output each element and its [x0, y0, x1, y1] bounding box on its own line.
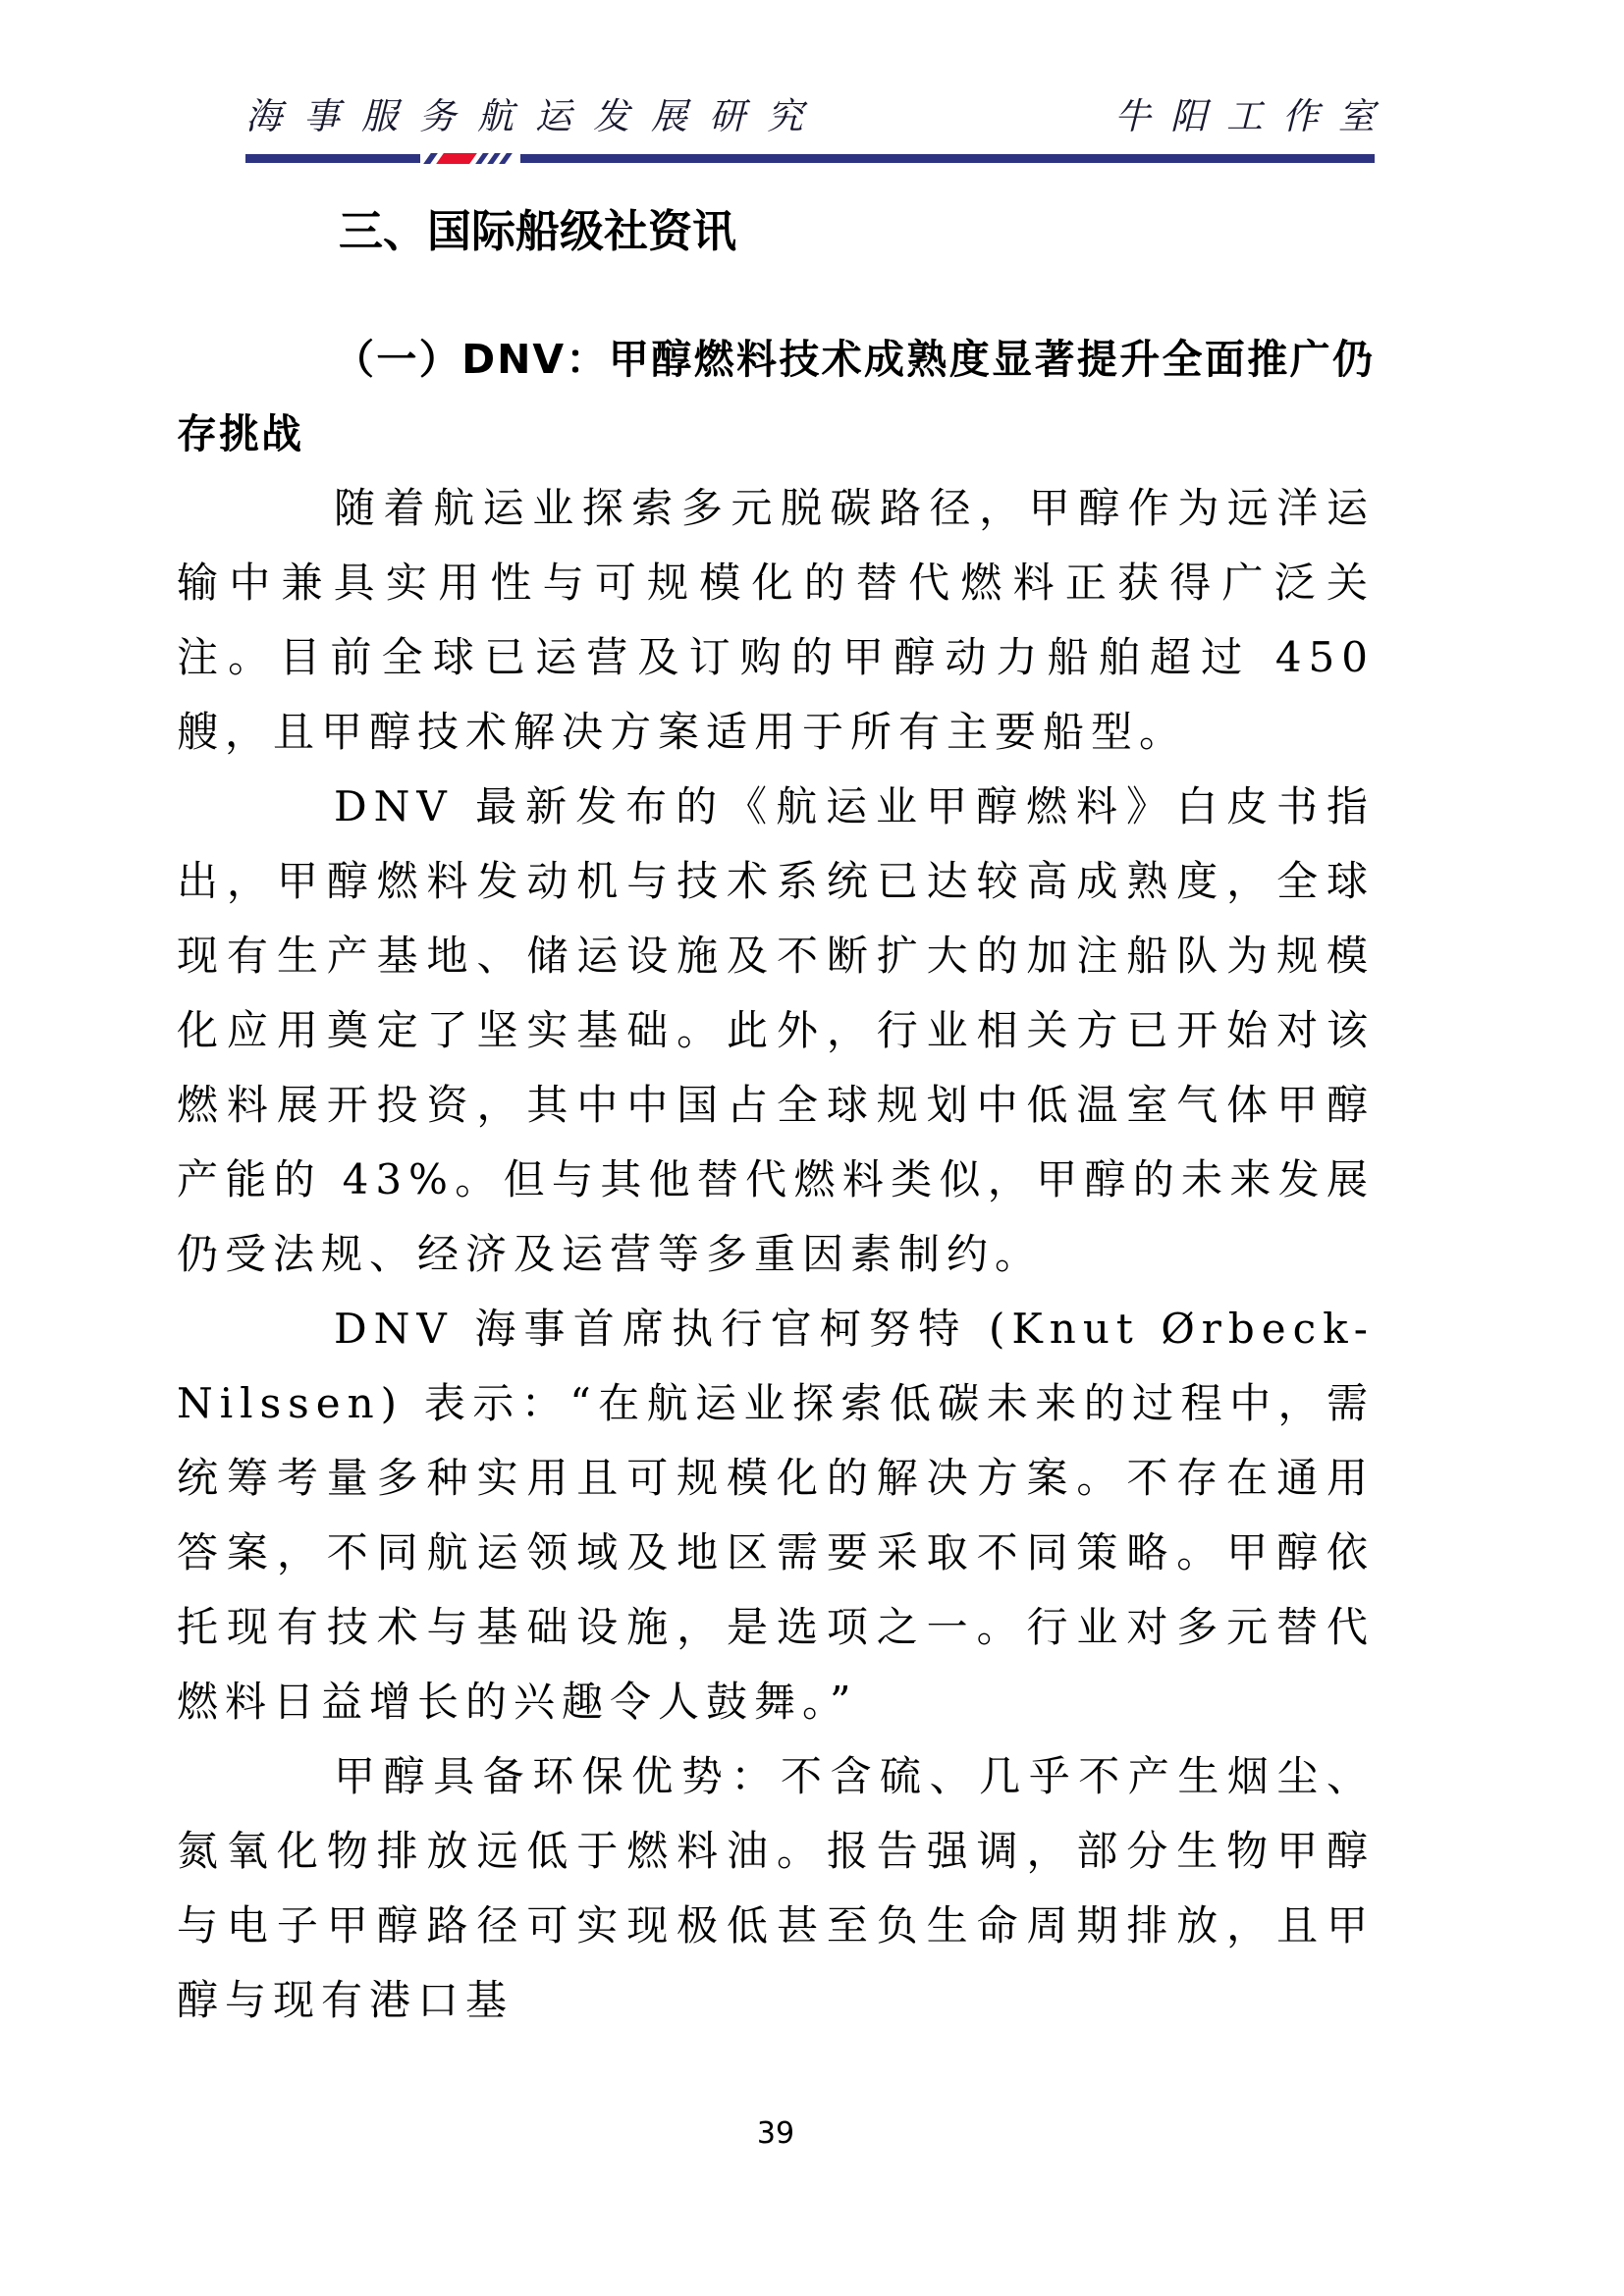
paragraph-1: 随着航运业探索多元脱碳路径，甲醇作为远洋运输中兼具实用性与可规模化的替代燃料正获得广泛关注。目前全球已运营及订购的甲醇动力船舶超过 450 艘，且甲醇技术解决方案适用于所有主要船型。	[177, 484, 1375, 756]
header-left-title: 海事服务航运发展研究	[245, 95, 825, 137]
page-header	[245, 86, 1394, 139]
paragraph-4: 甲醇具备环保优势：不含硫、几乎不产生烟尘、氮氧化物排放远低于燃料油。报告强调，部分生物甲醇与电子甲醇路径可实现极低甚至负生命周期排放，且甲醇与现有港口基	[177, 1752, 1375, 2024]
stripe-red	[436, 153, 477, 164]
header-divider-rule	[245, 154, 1375, 163]
subsection-title: （一）DNV：甲醇燃料技术成熟度显著提升全面推广仍存挑战	[177, 336, 1375, 457]
divider-accent-stripes	[420, 153, 520, 164]
stripe-navy	[499, 153, 513, 164]
section-title: 三、国际船级社资讯	[339, 205, 737, 257]
header-right-title: 牛阳工作室	[1114, 95, 1394, 137]
paragraph-2: DNV 最新发布的《航运业甲醇燃料》白皮书指出，甲醇燃料发动机与技术系统已达较高成熟度，全球现有生产基地、储运设施及不断扩大的加注船队为规模化应用奠定了坚实基础。此外，行业相关方已开始对该燃料展开投资，其中中国占全球规划中低温室气体甲醇产能的 43%。但与其他替代燃料类似，甲醇的未来发展仍受法规、经济及运营等多重因素制约。	[177, 782, 1375, 1278]
page-number: 39	[756, 2116, 795, 2151]
paragraph-3: DNV 海事首席执行官柯努特 (Knut Ørbeck-Nilssen) 表示：“在航运业探索低碳未来的过程中，需统筹考量多种实用且可规模化的解决方案。不存在通用答案，不同航运领域及地区需要采取不同策略。甲醇依托现有技术与基础设施，是选项之一。行业对多元替代燃料日益增长的兴趣令人鼓舞。”	[177, 1305, 1375, 1726]
